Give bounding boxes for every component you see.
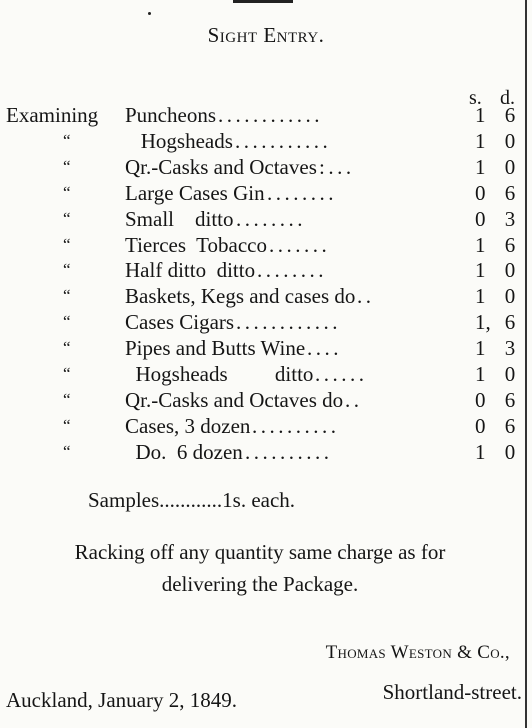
leader-dots: .... <box>307 336 342 361</box>
pence-value: 0 <box>504 284 516 309</box>
leader-dots: ........ <box>257 258 327 283</box>
row-description: Cases Cigars <box>125 310 235 335</box>
racking-note-line-2: delivering the Package. <box>161 572 359 596</box>
leader-dots: ........ <box>267 180 337 205</box>
tariff-row <box>0 387 532 413</box>
row-description: Hogsheads <box>125 128 233 153</box>
tariff-row <box>0 283 532 309</box>
tariff-row <box>0 361 532 387</box>
pence-value: 6 <box>504 180 516 205</box>
tariff-row <box>0 335 532 361</box>
tariff-row <box>0 439 532 465</box>
notice-heading: Sight Entry. <box>207 23 325 47</box>
ditto-mark: “ <box>63 156 71 176</box>
row-description: Hogsheads ditto <box>125 362 314 386</box>
leader-dots: ............ <box>236 310 341 335</box>
ditto-mark: “ <box>63 182 71 202</box>
leader-dots: .......... <box>252 413 340 438</box>
pence-value: 0 <box>504 154 516 179</box>
pence-header: d. <box>500 87 515 109</box>
ditto-mark: “ <box>63 234 71 254</box>
tariff-row <box>0 180 532 206</box>
shillings-value: 0 <box>475 180 486 205</box>
leader-dots: .......... <box>245 439 333 464</box>
shillings-value: 1 <box>475 336 486 361</box>
pence-value: 0 <box>504 362 516 386</box>
leader-dots: ....... <box>269 232 331 257</box>
shillings-value: 0 <box>475 206 486 231</box>
shillings-value: 0 <box>475 413 486 438</box>
tariff-row <box>0 154 532 180</box>
shillings-value: 1 <box>475 128 486 153</box>
ditto-mark: “ <box>63 415 71 435</box>
tariff-row <box>0 413 532 439</box>
pence-value: 0 <box>504 258 516 283</box>
ditto-mark: “ <box>63 208 71 228</box>
tariff-row <box>0 206 532 232</box>
leader-dots: .. <box>357 284 375 309</box>
ditto-mark: “ <box>63 364 71 383</box>
row-description: Pipes and Butts Wine <box>125 336 306 361</box>
shillings-header: s. <box>469 87 482 109</box>
firm-name: Thomas Weston & Co., <box>325 642 510 663</box>
row-description: Large Cases Gin <box>125 180 265 205</box>
pence-value: 3 <box>504 336 516 361</box>
shillings-value: 1 <box>475 232 486 257</box>
ditto-mark: “ <box>63 441 71 461</box>
pence-value: 0 <box>504 439 516 464</box>
shillings-value: 1 <box>475 103 486 127</box>
pence-value: 0 <box>504 128 516 153</box>
row-description: Cases, 3 dozen <box>125 413 251 438</box>
ditto-mark: “ <box>63 389 71 409</box>
shillings-value: 1 <box>475 154 486 179</box>
pence-value: 3 <box>504 206 516 231</box>
shillings-value: 0 <box>475 387 486 412</box>
row-description: Qr.-Casks and Octaves do <box>125 387 344 412</box>
shillings-value: 1 <box>475 284 486 309</box>
pence-value: 6 <box>504 232 516 257</box>
dateline: Auckland, January 2, 1849. <box>6 688 237 712</box>
shillings-value: 1 <box>475 439 486 464</box>
row-description: Puncheons <box>125 103 216 127</box>
ditto-mark: “ <box>63 312 71 332</box>
pence-value: 6 <box>504 413 516 438</box>
leader-dots: ........... <box>235 128 332 153</box>
ditto-mark: “ <box>63 338 71 358</box>
racking-note-line-1: Racking off any quantity same charge as for <box>74 540 446 564</box>
shillings-value: 1 <box>475 258 486 283</box>
samples-note: Samples............1s. each. <box>88 488 296 512</box>
tariff-row <box>0 128 532 154</box>
tariff-row <box>0 309 532 335</box>
pence-value: 6 <box>504 310 516 335</box>
leader-dots: :... <box>319 154 355 179</box>
row-description: Baskets, Kegs and cases do <box>125 284 356 309</box>
leader-dots: .. <box>345 387 363 412</box>
leader-dots: ........ <box>236 206 306 231</box>
row-prefix: Examining <box>6 103 99 127</box>
shillings-value: 1 <box>475 362 486 386</box>
ditto-mark: “ <box>63 130 71 150</box>
ditto-mark: “ <box>63 260 71 280</box>
ditto-mark: “ <box>63 286 71 306</box>
row-description: Half ditto ditto <box>125 258 256 283</box>
tariff-row <box>0 102 532 128</box>
shillings-value: 1, <box>475 310 491 335</box>
print-speck <box>148 12 151 15</box>
leader-dots: ............ <box>218 103 323 127</box>
tariff-row <box>0 257 532 283</box>
row-description: Do. 6 dozen <box>125 439 243 464</box>
top-rule <box>233 0 293 3</box>
row-description: Qr.-Casks and Octaves <box>125 154 317 179</box>
leader-dots: ...... <box>315 362 368 386</box>
row-description: Small ditto <box>125 206 234 231</box>
pence-value: 6 <box>504 387 516 412</box>
row-description: Tierces Tobacco <box>125 232 267 257</box>
tariff-row <box>0 232 532 258</box>
pence-value: 6 <box>504 103 516 127</box>
street-address: Shortland-street. <box>382 680 522 704</box>
